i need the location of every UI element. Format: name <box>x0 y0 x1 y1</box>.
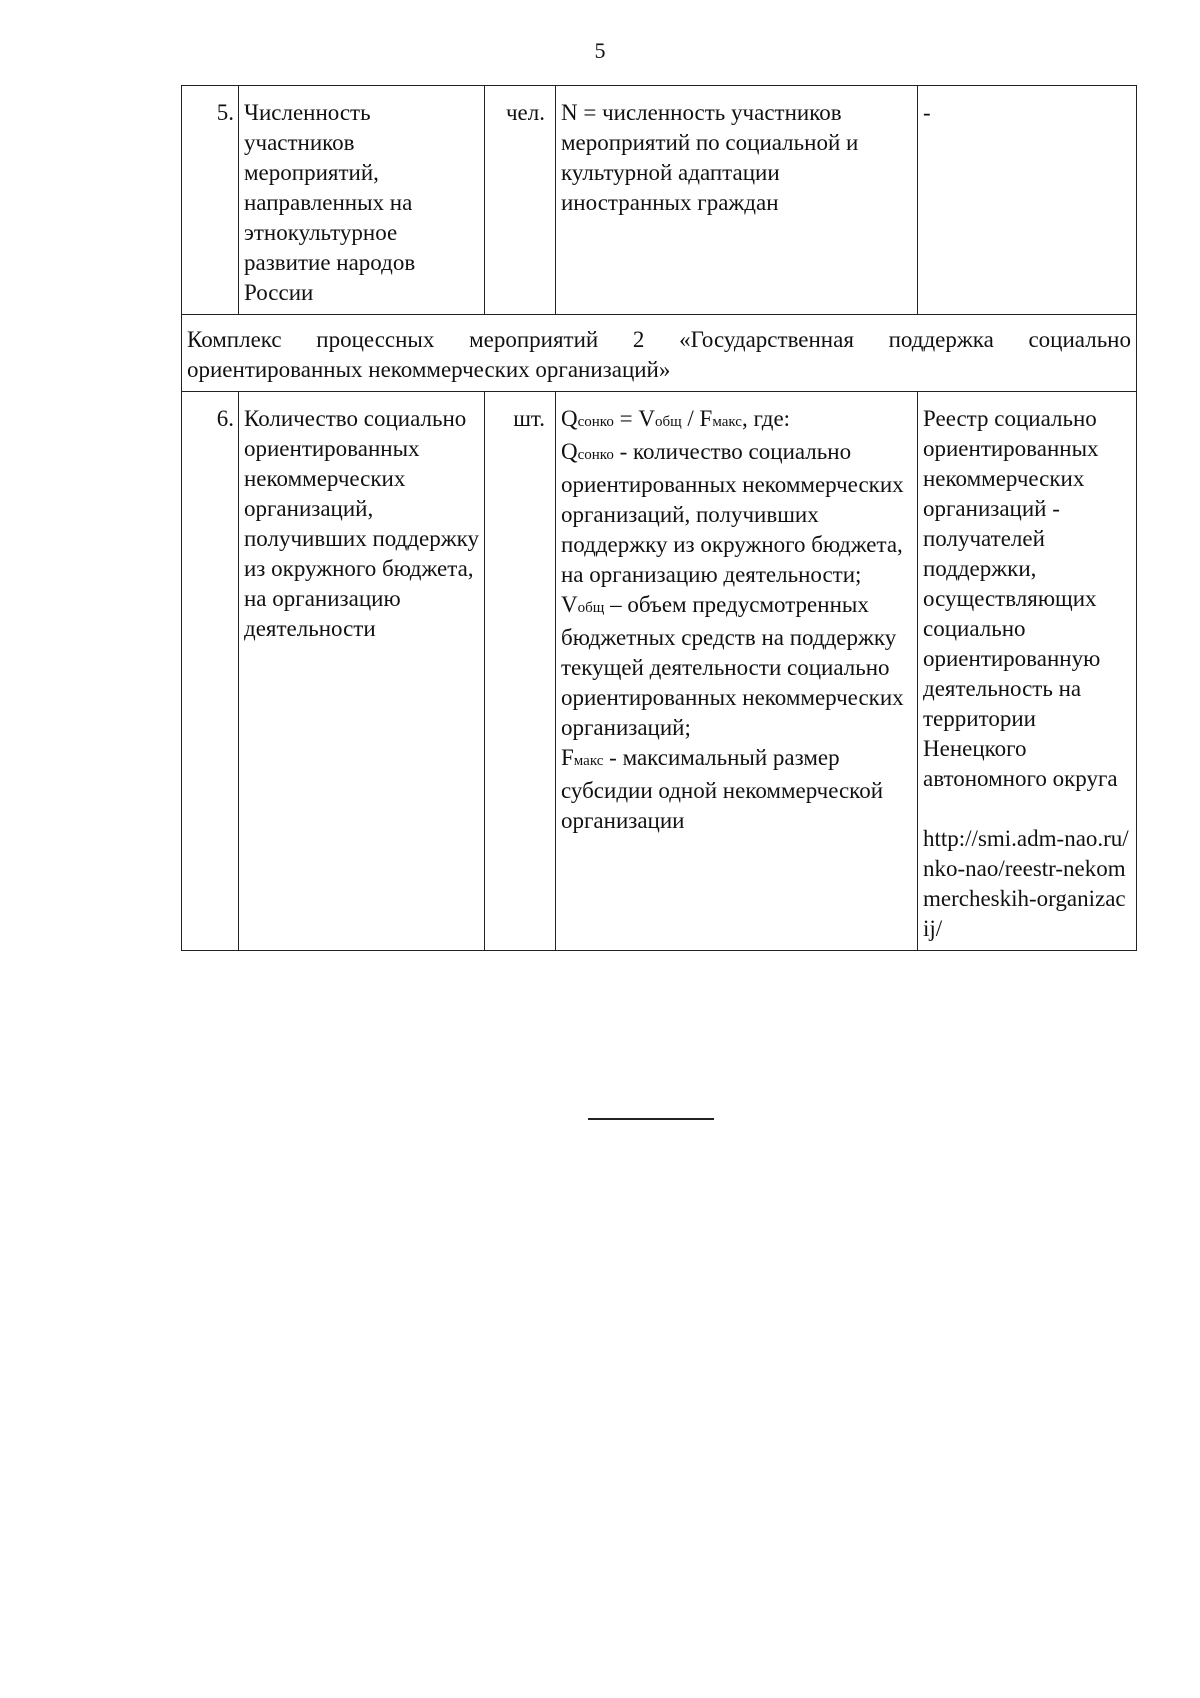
indicators-table <box>181 85 1137 951</box>
row-number: 5. <box>182 86 239 315</box>
q-letter: Q <box>561 406 578 431</box>
table-row <box>182 86 1137 315</box>
f-subscript: макс <box>573 753 604 769</box>
formula-expression <box>561 404 913 437</box>
q-subscript: сонко <box>577 414 614 430</box>
page-number: 5 <box>594 38 606 63</box>
v-definition <box>561 590 913 743</box>
unit: шт. <box>485 392 556 951</box>
section-row <box>182 315 1137 392</box>
source-url: http://smi.adm-nao.ru/nko-nao/reestr-nekommercheskih-organizacij/ <box>923 826 1129 941</box>
data-source: - <box>918 86 1137 315</box>
q-letter: Q <box>561 439 578 464</box>
data-source <box>918 392 1137 951</box>
row-number: 6. <box>182 392 239 951</box>
f-subscript: макс <box>712 414 742 430</box>
indicator-name: Численность участников мероприятий, направленных на этнокультурное развитие народов России <box>239 86 485 315</box>
v-description: – объем предусмотренных бюджетных средств на поддержку текущей деятельности социально ориентированных некоммерческих организаций; <box>561 592 904 740</box>
unit: чел. <box>485 86 556 315</box>
source-text: Реестр социально ориентированных некоммерческих организаций - получателей поддержки, осуществляющих социально ориентированную деятельность на территории Ненецкого автономного округа <box>923 406 1118 791</box>
q-subscript: сонко <box>577 447 614 463</box>
formula <box>556 392 918 951</box>
v-letter: V <box>561 592 578 617</box>
q-description: - количество социально ориентированных некоммерческих организаций, получивших поддержку из окружного бюджета, на организацию деятельности; <box>561 439 904 587</box>
f-definition <box>561 743 913 836</box>
equals-sign: = <box>613 406 639 431</box>
spacer <box>923 794 1132 824</box>
divide-sign: / <box>681 406 700 431</box>
section-title: Комплекс процессных мероприятий 2 «Государственная поддержка социально ориентированных некоммерческих организаций» <box>182 315 1137 392</box>
table-row <box>182 392 1137 951</box>
end-divider <box>588 1118 714 1120</box>
v-subscript: общ <box>577 600 605 616</box>
formula: N = численность участников мероприятий по социальной и культурной адаптации иностранных граждан <box>556 86 918 315</box>
q-definition <box>561 437 913 590</box>
where-text: , где: <box>741 406 791 431</box>
v-letter: V <box>638 406 655 431</box>
indicator-name: Количество социально ориентированных некоммерческих организаций, получивших поддержку из окружного бюджета, на организацию деятельности <box>239 392 485 951</box>
f-description: - максимальный размер субсидии одной некоммерческой организации <box>561 745 883 833</box>
f-letter: F <box>699 406 713 431</box>
v-subscript: общ <box>654 414 682 430</box>
f-letter: F <box>561 745 574 770</box>
